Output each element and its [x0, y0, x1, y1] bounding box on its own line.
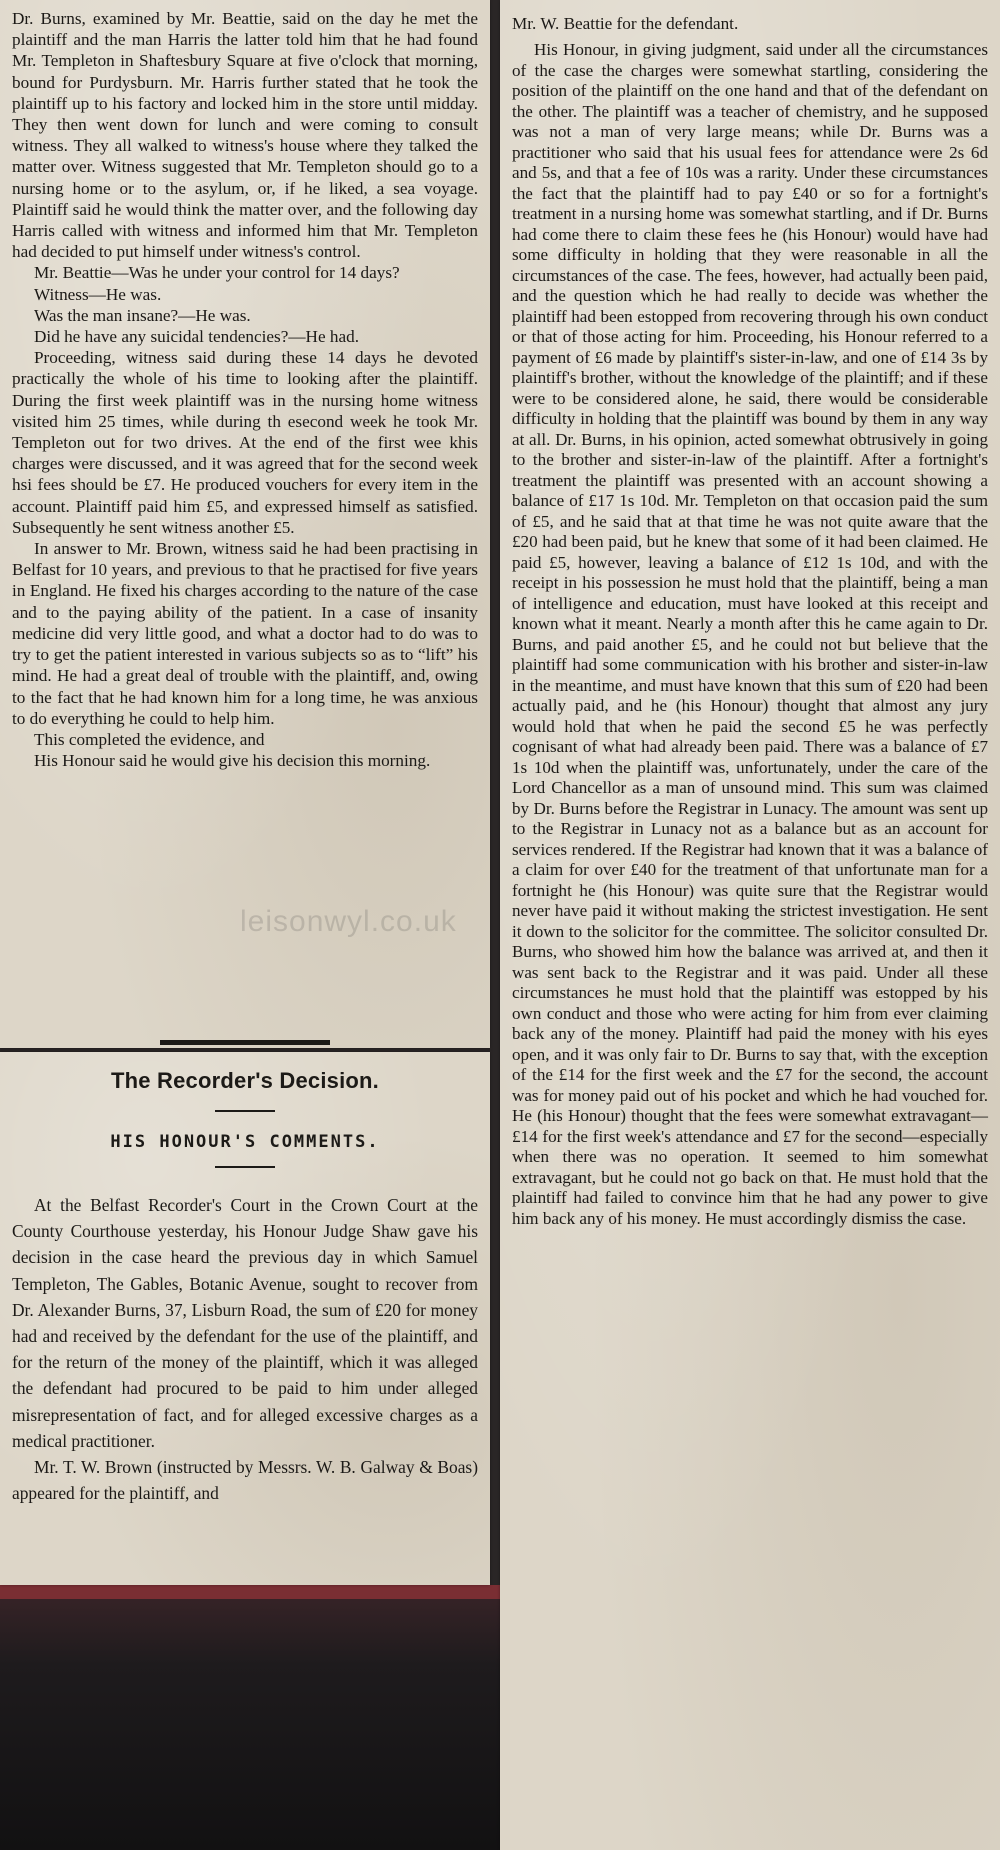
paragraph: Witness—He was. [34, 284, 162, 304]
clipping-left-top [0, 0, 490, 1048]
paragraph: Was the man insane?—He was. [34, 305, 251, 325]
red-binding-strip [0, 1585, 515, 1599]
left-top-text [12, 8, 478, 771]
paragraph: Proceeding, witness said during these 14 days he devoted practically the whole of his time to looking after the plaintiff. During the first week plaintiff was in the nursing home witness visited him 25 times, while during th esecond week he took Mr. Templeton out for two drives. At the end of the first wee khis charges were discussed, and it was agreed that for the second week hsi fees should be £7. He produced vouchers for every item in the account. Plaintiff paid him £5, and expressed himself as satisfied. Subsequently he sent witness another £5. [12, 348, 478, 537]
paragraph: At the Belfast Recorder's Court in the Crown Court at the County Courthouse yesterday, his Honour Judge Shaw gave his decision in the case heard the previous day in which Samuel Templeton, The Gables, Botanic Avenue, sought to recover from Dr. Alexander Burns, 37, Lisburn Road, the sum of £20 for money had and received by the defendant for the use of the plaintiff, and for the return of the money of the plaintiff, which it was alleged the defendant had procured to be paid to him under alleged misrepresentation of fact, and for alleged excessive charges as a medical practitioner. [12, 1195, 478, 1451]
headline-rule [215, 1110, 275, 1112]
paragraph: His Honour said he would give his decision this morning. [34, 751, 431, 771]
headline: The Recorder's Decision. [110, 1068, 379, 1093]
watermark-text: leisonwyl.co.uk [240, 905, 457, 938]
section-rule [160, 1040, 330, 1045]
paragraph: Mr. T. W. Brown (instructed by Messrs. W. B. Galway & Boas) appeared for the plaintiff, and [12, 1457, 478, 1504]
counsel-line: Mr. W. Beattie for the defendant. [512, 14, 739, 33]
paragraph: His Honour, in giving judgment, said under all the circumstances of the case the charges were somewhat startling, considering the position of the plaintiff on the one hand and that of the defendant on the other. The plaintiff was a teacher of chemistry, and he supposed was not a man of very large means; while Dr. Burns was a practitioner who said that his usual fees for attendance were 2s 6d and 5s, and that a fee of 10s was a rarity. Under these circumstances the fact that the plaintiff had to pay £40 or so for a fortnight's treatment in a nursing home was somewhat startling, and if Dr. Burns had come there to claim these fees he (his Honour) would have had some difficulty in holding that they were reasonable in all the circumstances of the case. The fees, however, had actually been paid, and the question which he had really to decide was whether the plaintiff had been estopped from recovering through his own conduct or that of those acting for him. Proceeding, his Honour referred to a payment of £6 made by plaintiff's sister-in-law, and one of £14 3s by plaintiff's brother, without the knowledge of the plaintiff; and if these were to be considered alone, he said, there would be considerable difficulty in holding that the plaintiff was bound by them in any way at all. Dr. Burns, in his opinion, acted somewhat obtrusively in going to the brother and sister-in-law of the plaintiff. After a fortnight's treatment the plaintiff was presented with an account showing a balance of £17 1s 10d. Mr. Templeton on that occasion paid the sum of £5, and he said that at that time he was not quite aware that the £20 had been paid, but he knew that some of it had been claimed. He paid £5, however, leaving a balance of £12 1s 10d, and with the receipt in his possession he must hold that the plaintiff, being a man of intelligence and education, must have looked at this receipt and known what it meant. Nearly a month after this he came again to Dr. Burns, and paid another £5, and he could not but believe that the plaintiff had some communication with his brother and sister-in-law in the meantime, and must have known that this sum of £20 had been actually paid, and he (his Honour) thought that almost any jury would hold that when he paid the second £5 he was perfectly cognisant of what had already been paid. There was a balance of £7 1s 10d when the plaintiff was, unfortunately, under the care of the Lord Chancellor as a man of unsound mind. This sum was claimed by Dr. Burns before the Registrar in Lunacy. The amount was sent up to the Registrar in Lunacy not as a balance but as an account for services rendered. If the Registrar had known that it was a balance of a claim for over £40 for the treatment of that unfortunate man for a fortnight he (his Honour) was quite sure that the Registrar would never have paid it without making the strictest investigation. He sent it down to the solicitor for the committee. The solicitor consulted Dr. Burns, who showed him how the balance was arrived at, and then it was sent back to the Registrar and it was paid. Under all these circumstances he must hold that the plaintiff was estopped by his own conduct and those who were acting for him from ever claiming back any of the money. Plaintiff had paid the money with his eyes open, and it was only fair to Dr. Burns to say that, with the exception of the £14 for the first week and the £7 for the second, the account was for money paid out of his pocket and which he had vouched for. He (his Honour) thought that the fees were somewhat extravagant—£14 for the first week's attendance and £7 for the second—especially when there was no operation. It seemed to him somewhat extravagant, but he could not go back on that. He must hold that the plaintiff had failed to convince him that he had any power to give him back any of his money. He must accordingly dismiss the case. [512, 40, 988, 1228]
dark-background [0, 1585, 515, 1850]
subhead-rule [215, 1166, 275, 1168]
paragraph: This completed the evidence, and [34, 729, 265, 749]
right-text [512, 40, 988, 1229]
paragraph: Dr. Burns, examined by Mr. Beattie, said on the day he met the plaintiff and the man Harris the latter told him that he had found Mr. Templeton in Shaftesbury Square at five o'clock that morning, bound for Purdysburn. Mr. Harris further stated that he took the plaintiff up to his factory and locked him in the store until midday. They then went down for lunch and were coming to consult witness. They all walked to witness's house where they talked the matter over. Witness suggested that Mr. Templeton should go to a nursing home or to the asylum, or, if he liked, a sea voyage. Plaintiff said he would think the matter over, and the following day Harris called with witness and informed him that Mr. Templeton had decided to put himself under witness's control. [12, 9, 478, 262]
paragraph: Did he have any suicidal tendencies?—He had. [34, 327, 360, 347]
paragraph: Mr. Beattie—Was he under your control for 14 days? [34, 263, 400, 283]
paragraph: In answer to Mr. Brown, witness said he had been practising in Belfast for 10 years, and previous to that he practised for five years in England. He fixed his charges according to the nature of the case and to the paying ability of the patient. In a case of insanity medicine did very little good, and what a doctor had to do was to try to get the patient interested in various subjects so as to “lift” his mind. He had a great deal of trouble with the plaintiff, and, owing to the fact that he had known him for a long time, he was anxious to do everything he could to help him. [12, 539, 478, 728]
clipping-right [500, 0, 1000, 1850]
subheadline: HIS HONOUR'S COMMENTS. [110, 1132, 380, 1152]
left-bottom-text [12, 1192, 478, 1506]
clipping-left-bottom [0, 1052, 490, 1585]
